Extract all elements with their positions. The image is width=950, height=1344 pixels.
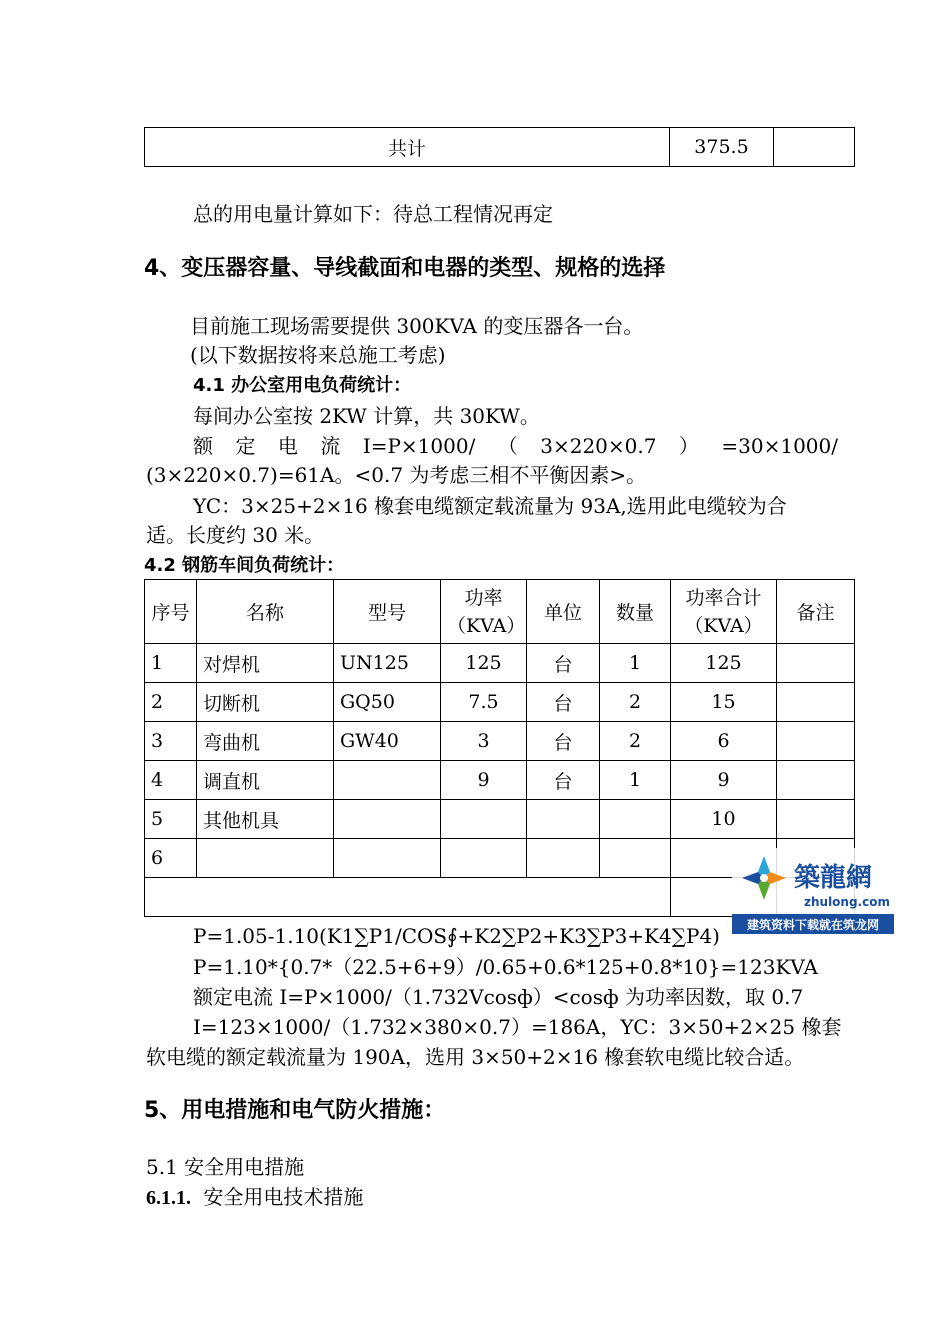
table-cell (527, 839, 600, 878)
table-cell: 125 (441, 644, 527, 683)
table-cell: 7.5 (441, 683, 527, 722)
calc-line-2: P=1.10*{0.7*（22.5+6+9）/0.65+0.6*125+0.8*10}=123KVA (193, 955, 818, 979)
calc-line-4: I=123×1000/（1.732×380×0.7）=186A，YC：3×50+2×25 橡套 (193, 1015, 842, 1039)
total-label: 共计 (145, 128, 670, 167)
total-table (144, 127, 855, 167)
subheading-4-1: 4.1 办公室用电负荷统计： (193, 375, 412, 396)
table-cell (777, 800, 855, 839)
calc-line-5: 软电缆的额定载流量为 190A，选用 3×50+2×16 橡套软电缆比较合适。 (146, 1045, 805, 1069)
table-cell: 其他机具 (197, 800, 334, 839)
subheading-4-2: 4.2 钢筋车间负荷统计： (144, 555, 345, 576)
table-cell: 台 (527, 761, 600, 800)
table-cell (777, 683, 855, 722)
table-cell: 2 (600, 683, 671, 722)
transformer-paragraph: 目前施工现场需要提供 300KVA 的变压器各一台。 (190, 314, 644, 338)
word: 流 (320, 434, 341, 458)
word: ） (678, 434, 699, 458)
cable-paragraph: YC：3×25+2×16 橡套电缆额定载流量为 93A,选用此电缆较为合 (193, 494, 787, 518)
total-value: 375.5 (670, 128, 774, 167)
table-cell (777, 644, 855, 683)
table-cell: 9 (671, 761, 777, 800)
table-cell: 台 (527, 722, 600, 761)
zhulong-logo-icon (732, 848, 894, 934)
svg-text:建筑资料下载就在筑龙网: 建筑资料下载就在筑龙网 (746, 918, 880, 932)
cable-paragraph-continued: 适。长度约 30 米。 (146, 523, 325, 547)
table-header-row (145, 580, 855, 644)
total-note (774, 128, 855, 167)
table-cell: 9 (441, 761, 527, 800)
header-cell: 型号 (334, 580, 441, 644)
table-cell: 10 (671, 800, 777, 839)
table-cell: 切断机 (197, 683, 334, 722)
table-cell: GW40 (334, 722, 441, 761)
subheading-5-1: 5.1 安全用电措施 (146, 1155, 305, 1179)
table-cell: 对焊机 (197, 644, 334, 683)
table-cell: 5 (145, 800, 197, 839)
word: I=P×1000/ (362, 434, 476, 458)
zhulong-watermark (732, 848, 894, 934)
table-row (145, 644, 855, 683)
table-cell (600, 839, 671, 878)
table-cell: 15 (671, 683, 777, 722)
table-row (145, 800, 855, 839)
table-cell: 3 (441, 722, 527, 761)
table-cell (334, 800, 441, 839)
subheading-text: 安全用电技术措施 (203, 1185, 364, 1209)
table-cell: 1 (600, 644, 671, 683)
word: 定 (235, 434, 256, 458)
table-cell (600, 800, 671, 839)
office-load-paragraph: 每间办公室按 2KW 计算，共 30KW。 (193, 404, 540, 428)
rated-current-line (193, 432, 838, 460)
section-4-heading: 4、变压器容量、导线截面和电器的类型、规格的选择 (144, 256, 666, 281)
table-row (145, 761, 855, 800)
header-cell: 名称 (197, 580, 334, 644)
word: （ (497, 434, 518, 458)
table-row (145, 722, 855, 761)
word: =30×1000/ (721, 434, 838, 458)
table-cell: 6 (145, 839, 197, 878)
table-cell: 台 (527, 683, 600, 722)
table-cell: 台 (527, 644, 600, 683)
rated-current-continued: (3×220×0.7)=61A。<0.7 为考虑三相不平衡因素>。 (146, 463, 647, 487)
table-cell: 弯曲机 (197, 722, 334, 761)
table-cell: 1 (145, 644, 197, 683)
table-row (145, 683, 855, 722)
table-cell (777, 722, 855, 761)
header-cell: 功率 （KVA） (441, 580, 527, 644)
svg-text:築龍網: 築龍網 (794, 863, 873, 893)
assumption-note: (以下数据按将来总施工考虑) (190, 343, 446, 367)
table-cell: 125 (671, 644, 777, 683)
word: 3×220×0.7 (540, 434, 657, 458)
table-cell (441, 839, 527, 878)
table-cell: 调直机 (197, 761, 334, 800)
subheading-number: 6.1.1. (146, 1187, 191, 1209)
subheading-6-1-1 (146, 1183, 363, 1212)
svg-text:zhulong.com: zhulong.com (804, 895, 890, 909)
table-cell: 4 (145, 761, 197, 800)
table-cell (777, 761, 855, 800)
word: 电 (277, 434, 298, 458)
table-cell (334, 839, 441, 878)
word: 额 (193, 434, 213, 458)
header-cell: 备注 (777, 580, 855, 644)
header-cell: 数量 (600, 580, 671, 644)
header-cell: 功率合计 （KVA） (671, 580, 777, 644)
table-cell: 3 (145, 722, 197, 761)
table-cell: 6 (671, 722, 777, 761)
table-cell (527, 800, 600, 839)
table-cell: GQ50 (334, 683, 441, 722)
table-cell: 2 (145, 683, 197, 722)
table-cell (145, 878, 671, 917)
table-cell (441, 800, 527, 839)
table-cell: UN125 (334, 644, 441, 683)
section-5-heading: 5、用电措施和电气防火措施： (144, 1098, 446, 1123)
calc-line-3: 额定电流 I=P×1000/（1.732Vcosф）<cosф 为功率因数，取 0.7 (193, 985, 804, 1009)
table-cell (334, 761, 441, 800)
header-cell: 单位 (527, 580, 600, 644)
table-cell: 1 (600, 761, 671, 800)
total-usage-paragraph: 总的用电量计算如下：待总工程情况再定 (193, 202, 553, 226)
table-cell (197, 839, 334, 878)
table-cell: 2 (600, 722, 671, 761)
calc-line-1: P=1.05-1.10(K1∑P1/COS∮+K2∑P2+K3∑P3+K4∑P4) (193, 924, 720, 948)
header-cell: 序号 (145, 580, 197, 644)
